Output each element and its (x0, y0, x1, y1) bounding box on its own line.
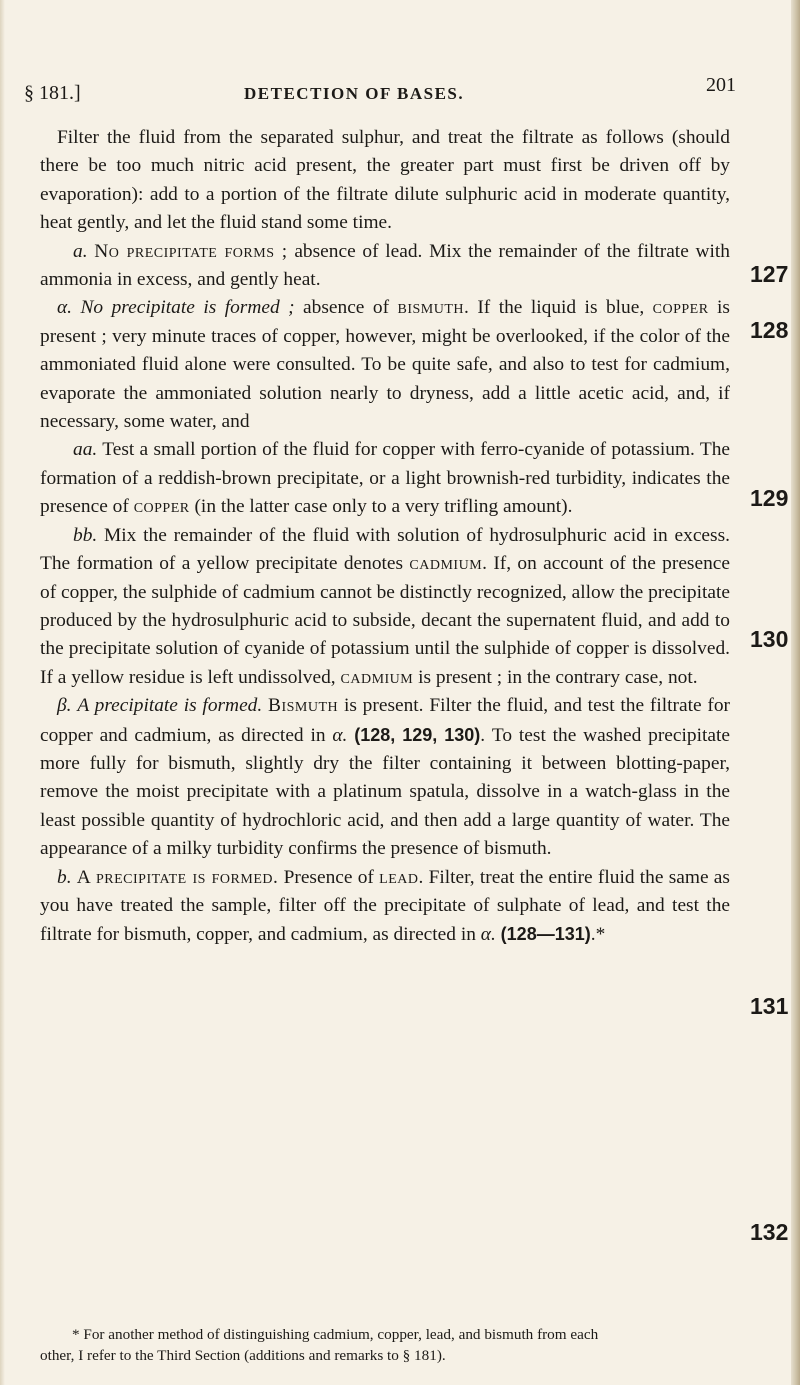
heading-beta: A precipitate is formed. (77, 695, 263, 717)
label-aa: aa. (73, 439, 98, 461)
heading-alpha: No precipitate is formed ; (80, 297, 295, 319)
margin-number: 127 (750, 261, 789, 287)
label-bb: bb. (73, 524, 98, 546)
label-alpha: α. (57, 297, 73, 319)
footnote: * For another method of distinguishing cadmium, copper, lead, and bismuth from each other, I refer to the Third Section (additions and remarks to § 181). (40, 1326, 599, 1364)
label-beta: β. (57, 695, 72, 717)
cross-reference: (128, 129, 130) (354, 724, 481, 745)
paragraph-alpha: α. No precipitate is formed ; absence of bismuth. If the liquid is blue, copper is present ; very minute traces of copper, however, might be overlooked, if the color of the ammoniated fluid alone were consulted. To be quite safe, and also to test for cadmium, evaporate the ammoniated solution nearly to dryness, add a little acetic acid, and, if necessary, some water, and (40, 297, 730, 433)
cross-reference: (128—131) (500, 924, 591, 945)
intro-paragraph: Filter the fluid from the separated sulphur, and treat the filtrate as follows (should there be too much nitric acid present, the greater part must first be driven off by evaporation): add to a portion of the filtrate dilute sulphuric acid in moderate quantity, heat gently, and let the fluid stand some time. (40, 127, 730, 234)
margin-number: 130 (750, 626, 789, 652)
footnote-asterisk: * (72, 1326, 80, 1343)
label-b: b. (57, 866, 72, 888)
margin-number: 129 (750, 485, 789, 511)
margin-number: 132 (750, 1219, 789, 1245)
paragraph-aa: aa. Test a small portion of the fluid for copper with ferro-cyanide of potassium. The formation of a reddish-brown precipitate, or a light brownish-red turbidity, indicates the presence of copper (in the latter case only to a very trifling amount). (40, 439, 730, 518)
page-left-edge (0, 0, 5, 1385)
running-header (24, 74, 736, 108)
paragraph-bb: bb. Mix the remainder of the fluid with solution of hydrosulphuric acid in excess. The formation of a yellow precipitate denotes cadmium. If, on account of the presence of copper, the sulphide of cadmium cannot be distinctly recognized, allow the precipitate produced by the hydrosulphuric acid to subside, decant the supernatent fluid, and add to the precipitate solution of cyanide of potassium until the sulphide of copper is dissolved. If a yellow residue is left undissolved, cadmium is present ; in the contrary case, not. (40, 524, 730, 688)
section-reference: § 181.] (24, 82, 81, 104)
running-title: DETECTION OF BASES. (244, 84, 465, 103)
margin-number: 128 (750, 317, 789, 343)
paragraph-beta: β. A precipitate is formed. Bismuth is present. Filter the fluid, and test the filtrate for copper and cadmium, as directed in α. (128, 129, 130). To test the washed precipitate more fully for bismuth, slightly dry the filter containing it between blotting-paper, remove the moist precipitate with a platinum spatula, dissolve in a watch-glass in the least possible quantity of hydrochloric acid, and then add a large quantity of water. The appearance of a milky turbidity confirms the presence of bismuth. (40, 695, 730, 860)
main-text (40, 124, 730, 950)
paragraph-b: b. A precipitate is formed. Presence of lead. Filter, treat the entire fluid the same as you have treated the sample, filter off the precipitate of sulphate of lead, and test the filtrate for bismuth, copper, and cadmium, as directed in α. (128—131).* (40, 866, 730, 946)
heading-a: No precipitate forms ; (94, 240, 288, 262)
page-right-edge (791, 0, 800, 1385)
heading-b: A precipitate is formed. (76, 866, 279, 888)
footnote-mark: .* (590, 924, 606, 946)
margin-number: 131 (750, 993, 789, 1019)
paragraph-a: a. No precipitate forms ; absence of lead. Mix the remainder of the filtrate with ammonia in excess, and gently heat. (40, 240, 730, 291)
page-number: 201 (706, 74, 736, 96)
label-a: a. (73, 240, 88, 262)
